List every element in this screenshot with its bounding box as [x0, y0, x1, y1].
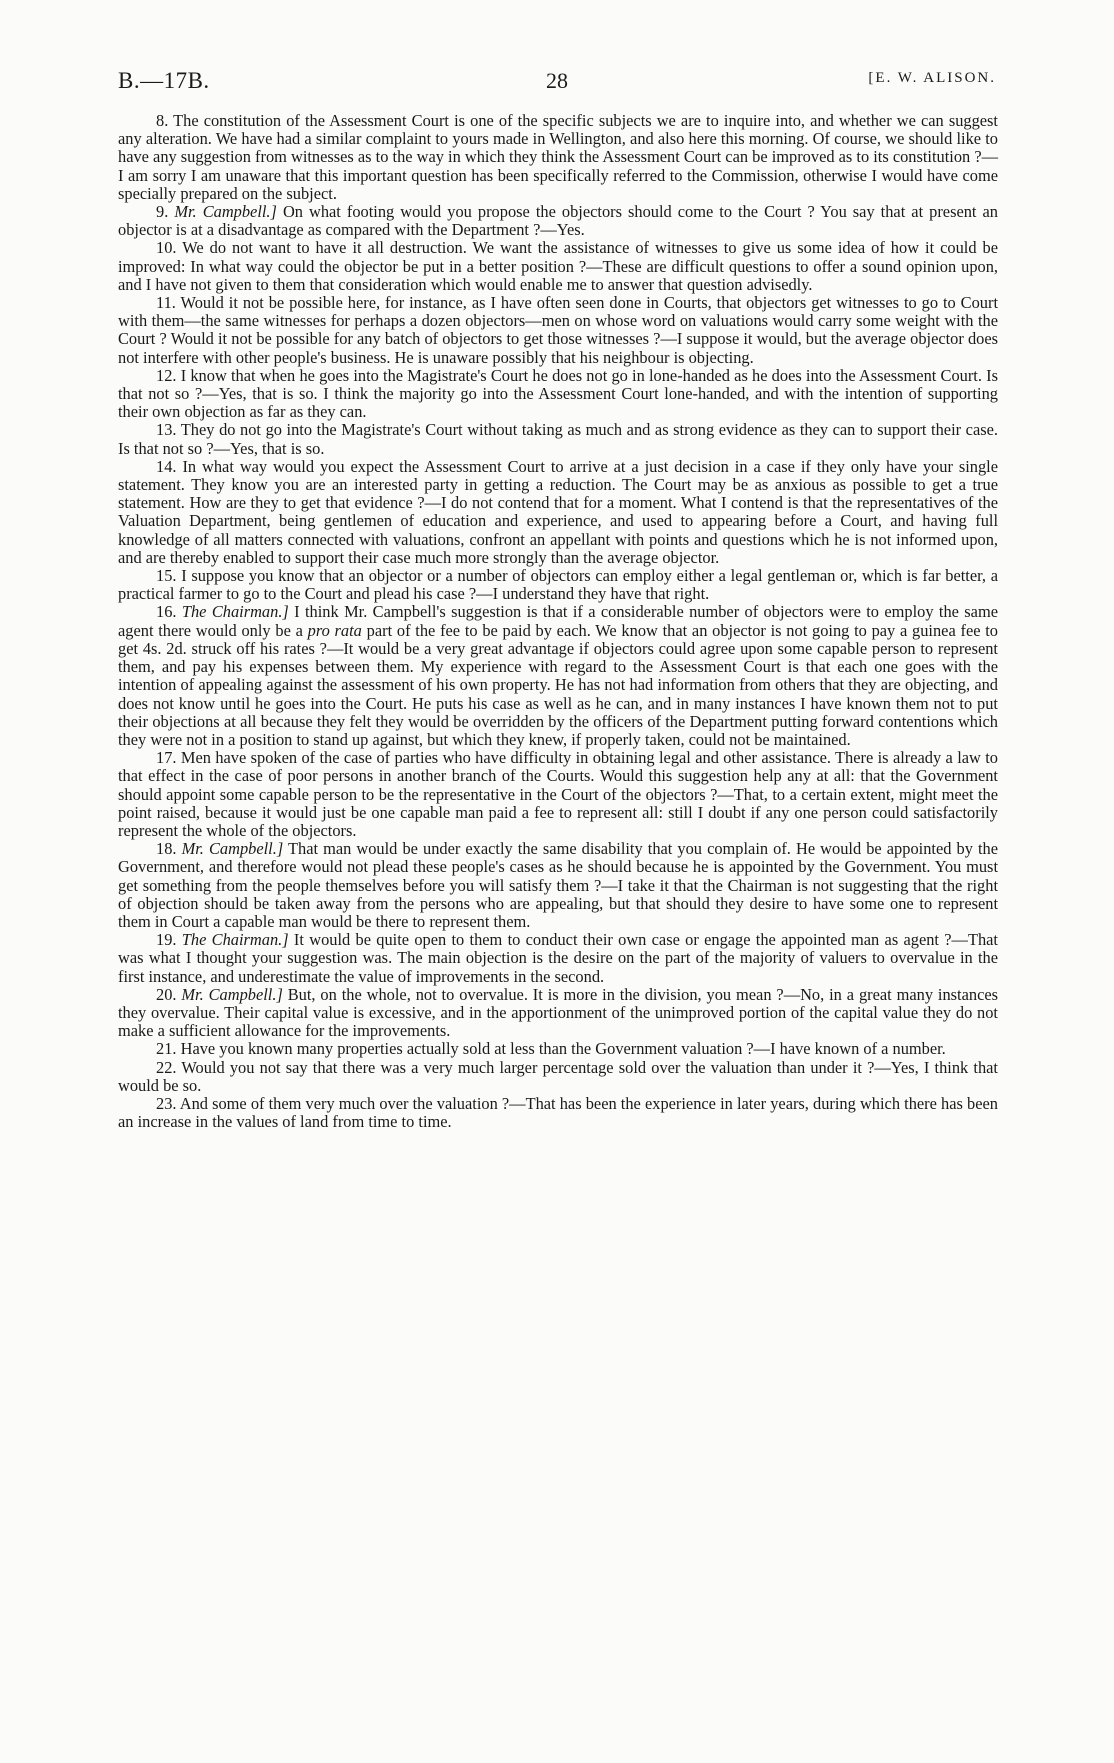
paragraph-23: 23. And some of them very much over the valuation ?—That has been the experience in later years, during which there has been an increase in the values of land from time to time.	[118, 1093, 998, 1132]
header-witness-name: [E. W. ALISON.	[868, 70, 996, 86]
paragraph-17: 17. Men have spoken of the case of parties who have difficulty in obtaining legal and other assistance. There is already a law to that effect in the case of poor persons in another branch of the Courts. Would this suggestion help any at all: that the Government should appoint some capable person to be the representative in the Court of the objectors ?—That, to a certain extent, might meet the point raised, because it would just be one capable man paid a fee to represent all: still I doubt if any one person could satisfactorily represent the whole of the objectors.	[118, 748, 998, 840]
paragraph-10: 10. We do not want to have it all destruction. We want the assistance of witnesses to give us some idea of how it could be improved: In what way could the objector be put in a better position ?—These are difficult questions to offer a sound opinion upon, and I have not given to them that consideration which would enable me to answer that question advisedly.	[118, 238, 998, 294]
speaker-label: Mr. Campbell.]	[181, 984, 283, 1004]
testimony-body	[118, 112, 998, 1131]
paragraph-8: 8. The constitution of the Assessment Court is one of the specific subjects we are to inquire into, and whether we can suggest any alteration. We have had a similar complaint to yours made in Wellington, and also here this morning. Of course, we should like to have any suggestion from witnesses as to the way in which they think the Assessment Court can be improved as to its constitution ?—I am sorry I am unaware that this important question has been specifically referred to the Commission, otherwise I would have come specially prepared on the subject.	[118, 111, 998, 203]
paragraph-16: 16. The Chairman.] I think Mr. Campbell's suggestion is that if a considerable number of objectors were to employ the same agent there would only be a pro rata part of the fee to be paid by each. We know that an objector is not going to pay a guinea fee to get 4s. 2d. struck off his rates ?—It would be a very great advantage if objectors could agree upon some capable person to represent them, and pay his expenses between them. My experience with regard to the Assessment Court is that each one goes with the intention of appealing against the assessment of his own property. He has not had information from others that they are objecting, and does not know until he goes into the Court. He puts his case as well as he can, and in many instances I have known them not to put their objections at all because they felt they would be overridden by the officers of the Department putting forward contentions which they were not in a position to stand up against, but which they knew, if properly taken, could not be maintained.	[118, 602, 998, 749]
paragraph-19: 19. The Chairman.] It would be quite open to them to conduct their own case or engage the appointed man as agent ?—That was what I thought your suggestion was. The main objection is the desire on the part of the majority of valuers to overvalue in the first instance, and underestimate the value of improvements in the second.	[118, 930, 998, 986]
paragraph-14: 14. In what way would you expect the Assessment Court to arrive at a just decision in a case if they only have your single statement. They know you are an interested party in getting a reduction. The Court may be as anxious as possible to get a true statement. How are they to get that evidence ?—I do not contend that for a moment. What I contend is that the representatives of the Valuation Department, being gentlemen of education and experience, and used to appearing before a Court, and having full knowledge of all matters connected with valuations, confront an appellant with points and questions which he is not informed upon, and are thereby enabled to support their case much more strongly than the average objector.	[118, 456, 998, 567]
paragraph-21: 21. Have you known many properties actually sold at less than the Government valuation ?—I have known of a number.	[156, 1039, 946, 1059]
paragraph-20: 20. Mr. Campbell.] But, on the whole, not to overvalue. It is more in the division, you mean ?—No, in a great many instances they overvalue. Their capital value is excessive, and in the apportionment of the unimproved portion of the capital value they do not make a sufficient allowance for the improvements.	[118, 984, 998, 1041]
paragraph-13: 13. They do not go into the Magistrate's Court without taking as much and as strong evidence as they can to support their case. Is that not so ?—Yes, that is so.	[118, 420, 998, 458]
paragraph-15: 15. I suppose you know that an objector or a number of objectors can employ either a legal gentleman or, which is far better, a practical farmer to go to the Court and plead his case ?—I understand they have that right.	[118, 566, 998, 604]
speaker-label: Mr. Campbell.]	[174, 202, 277, 222]
paragraph-18: 18. Mr. Campbell.] That man would be under exactly the same disability that you complain of. He would be appointed by the Government, and therefore would not plead these people's cases as he should because he is appointed by the Government. You must get something from the people themselves before you will satisfy them ?—I take it that the Chairman is not suggesting that the right of objection should be taken away from the persons who are appealing, but that should they desire to have some one to represent them in Court a capable man would be there to represent them.	[118, 839, 998, 931]
page-header	[118, 68, 996, 98]
header-report-code: B.—17B.	[118, 68, 210, 93]
paragraph-22: 22. Would you not say that there was a very much larger percentage sold over the valuation than under it ?—Yes, I think that would be so.	[118, 1057, 998, 1095]
paragraph-9: 9. Mr. Campbell.] On what footing would you propose the objectors should come to the Court ? You say that at present an objector is at a disadvantage as compared with the Department ?—Yes.	[118, 202, 998, 240]
speaker-label: The Chairman.]	[181, 602, 289, 622]
paragraph-12: 12. I know that when he goes into the Magistrate's Court he does not go in lone-handed as he does into the Assessment Court. Is that not so ?—Yes, that is so. I think the majority go into the Assessment Court lone-handed, and with the intention of supporting their own objection as far as they can.	[118, 365, 998, 422]
page-number: 28	[546, 68, 568, 93]
speaker-label: The Chairman.]	[181, 930, 289, 950]
speaker-label: Mr. Campbell.]	[181, 839, 284, 859]
paragraph-11: 11. Would it not be possible here, for instance, as I have often seen done in Courts, that objectors get witnesses to go to Court with them—the same witnesses for perhaps a dozen objectors—men on whose word on valuations would carry some weight with the Court ? Would it not be possible for any batch of objectors to get those witnesses ?—I suppose it would, but the average objector does not interfere with other people's business. He is unaware possibly that his neighbour is objecting.	[118, 293, 998, 367]
